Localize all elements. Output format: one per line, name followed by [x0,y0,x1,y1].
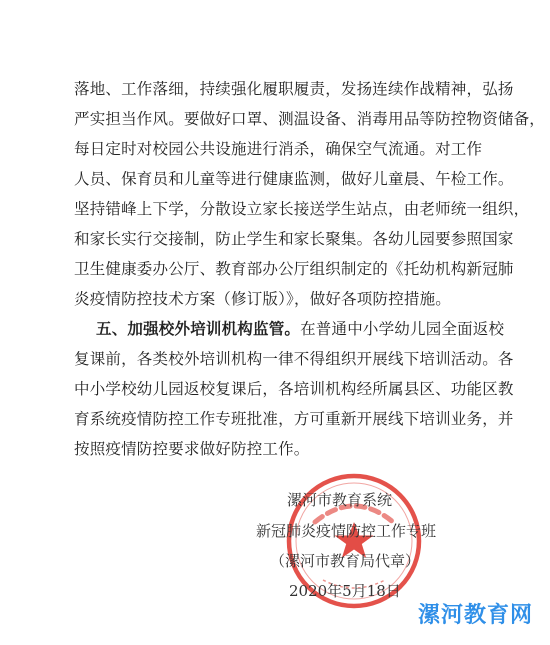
paragraph-line: 落地、工作落细，持续强化履职履责，发扬连续作战精神，弘扬 [74,80,514,98]
paragraph-line: 严实担当作风。要做好口罩、测温设备、消毒用品等防控物资储备， [74,110,546,128]
paragraph-line: 中小学校幼儿园返校复课后，各培训机构经所属县区、功能区教 [74,380,514,398]
paragraph-line: 炎疫情防控技术方案（修订版）》，做好各项防控措施。 [74,290,452,308]
paragraph-line: 卫生健康委办公厅、教育部办公厅组织制定的《托幼机构新冠肺 [74,260,514,278]
paragraph-line: 和家长实行交接制，防止学生和家长聚集。各幼儿园要参照国家 [74,230,514,248]
section-five-heading: 五、加强校外培训机构监管。 [96,319,301,338]
paragraph-line: 人员、保育员和儿童等进行健康监测，做好儿童晨、午检工作。 [74,170,514,188]
paragraph-line: 复课前，各类校外培训机构一律不得组织开展线下培训活动。各 [74,350,514,368]
paragraph-line: 育系统疫情防控工作专班批准，方可重新开展线下培训业务，并 [74,410,514,428]
paragraph-line: 按照疫情防控要求做好防控工作。 [74,440,310,458]
signature-task-force: 新冠肺炎疫情防控工作专班 [256,522,437,540]
paragraph-line: 每日定时对校园公共设施进行消杀，确保空气流通。对工作 [74,140,483,158]
signature-seal-note: （漯河市教育局代章） [270,552,421,570]
signature-organization: 漯河市教育系统 [287,491,393,509]
section-five-first-line [96,319,504,339]
section-five-text: 在普通中小学幼儿园全面返校 [300,320,505,338]
paragraph-line: 坚持错峰上下学，分散设立家长接送学生站点，由老师统一组织， [74,200,530,218]
site-watermark: 漯河教育网 [418,603,534,628]
signature-date: 2020年5月18日 [289,582,401,600]
